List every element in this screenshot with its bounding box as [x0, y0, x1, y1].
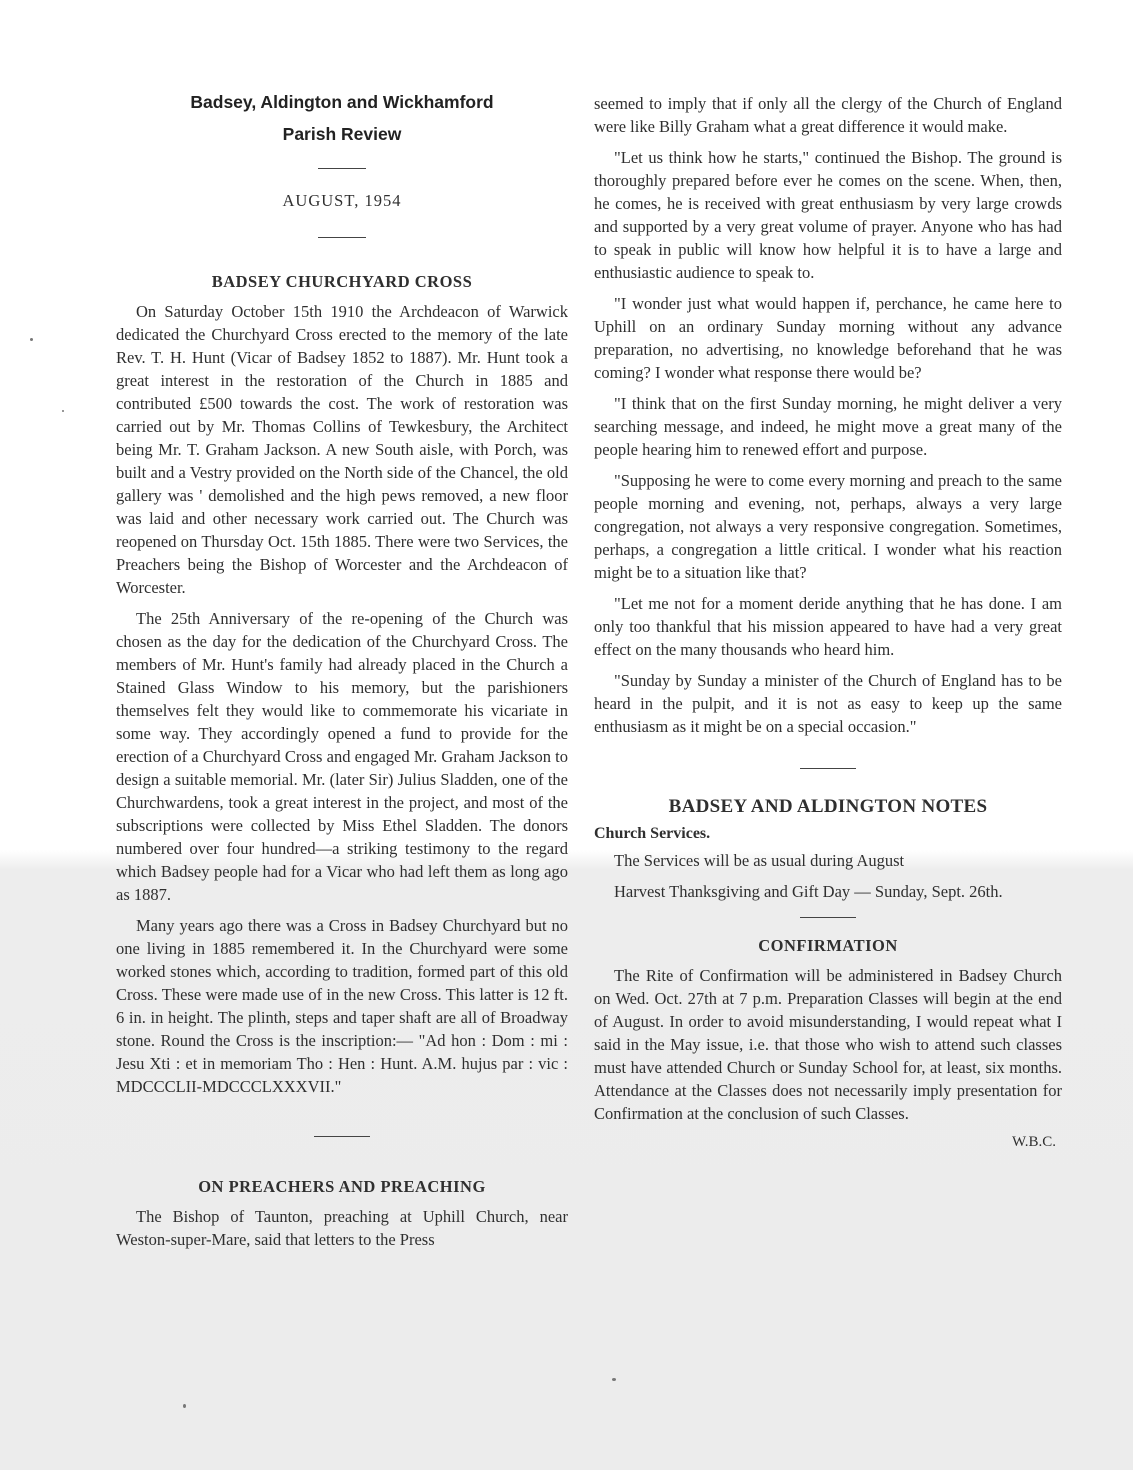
issue-date: AUGUST, 1954	[282, 191, 402, 210]
scan-speck	[183, 1404, 186, 1408]
right-column	[594, 92, 1062, 1154]
left-column	[116, 88, 568, 1259]
subheading-church-services: Church Services.	[594, 825, 711, 842]
paragraph: The 25th Anniversary of the re-opening of the Church was chosen as the day for the dedication of the Churchyard Cross. The members of Mr. Hunt's family had already placed in the Church a Stained Glass Window to his memory, but the parishioners themselves felt they would like to commemorate his vicariate in some way. They accordingly opened a fund to provide for the erection of a Churchyard Cross and engaged Mr. Graham Jackson to design a suitable memorial. Mr. (later Sir) Julius Sladden, one of the Churchwardens, took a great interest in the project, and most of the subscriptions were collected by Miss Ethel Sladden. The donors numbered over four hundred—a striking testimony to the regard which Badsey people had for a Vicar who had left them as long ago as 1887.	[116, 609, 568, 904]
paragraph: "Let us think how he starts," continued the Bishop. The ground is thoroughly prepared before ever he comes on the scene. When, then, he comes, he is received with great enthusiasm by very large crowds and supported by a very great volume of prayer. Anyone who has had to speak in public will know how helpful it is to have a large and enthusiastic audience to speak to.	[594, 148, 1062, 282]
section-heading-notes: BADSEY AND ALDINGTON NOTES	[668, 796, 988, 817]
signature: W.B.C.	[1011, 1134, 1056, 1150]
paragraph: "I wonder just what would happen if, perchance, he came here to Uphill on an ordinary Sunday morning without any advance preparation, no advertising, no knowledge beforehand that he was coming? I wonder what response there would be?	[594, 294, 1062, 382]
scan-speck	[612, 1378, 616, 1381]
paragraph: The Services will be as usual during August	[614, 851, 905, 870]
paragraph: "Supposing he were to come every morning and preach to the same people morning and evening, not, perhaps, always a very large congregation, not always a very responsive congregation. Sometimes, perhaps, a congregation a little critical. I wonder what his reaction might be to a situation like that?	[594, 471, 1062, 582]
section-divider	[314, 1136, 370, 1137]
section-heading-confirmation: CONFIRMATION	[758, 936, 898, 955]
title-divider	[318, 168, 366, 169]
publication-subtitle: Parish Review	[282, 124, 402, 144]
paragraph: "Let me not for a moment deride anything that he has done. I am only too thankful that his mission appeared to have had a very great effect on the many thousands who heard him.	[594, 594, 1062, 659]
scan-speck	[62, 410, 64, 412]
paragraph: "Sunday by Sunday a minister of the Church of England has to be heard in the pulpit, and it is not as easy to keep up the same enthusiasm as it might be on a special occasion."	[594, 671, 1062, 736]
paragraph: Many years ago there was a Cross in Badsey Churchyard but no one living in 1885 remembered it. In the Churchyard were some worked stones which, according to tradition, formed part of this old Cross. These were made use of in the new Cross. This latter is 12 ft. 6 in. in height. The plinth, steps and taper shaft are all of Broadway stone. Round the Cross is the inscription:— "Ad hon : Dom : mi : Jesu Xti : et in memoriam Tho : Hen : Hunt. A.M. hujus par : vic : MDCCCLII-MDCCCLXXXVII."	[116, 916, 568, 1096]
section-divider	[800, 917, 856, 918]
scan-speck	[30, 338, 33, 341]
paragraph: Harvest Thanksgiving and Gift Day — Sunday, Sept. 26th.	[614, 882, 1003, 901]
paragraph: "I think that on the first Sunday morning, he might deliver a very searching message, and indeed, he might move a great many of the people hearing him to renewed effort and purpose.	[594, 394, 1062, 459]
publication-title: Badsey, Aldington and Wickhamford	[190, 92, 494, 112]
section-heading-preachers: ON PREACHERS AND PREACHING	[198, 1177, 486, 1196]
paragraph: seemed to imply that if only all the clergy of the Church of England were like Billy Graham what a great difference it would make.	[594, 94, 1062, 136]
date-divider	[318, 237, 366, 238]
paragraph: The Bishop of Taunton, preaching at Uphill Church, near Weston-super-Mare, said that letters to the Press	[116, 1207, 568, 1249]
section-divider	[800, 768, 856, 769]
paragraph: The Rite of Confirmation will be administered in Badsey Church on Wed. Oct. 27th at 7 p.m. Preparation Classes will begin at the end of August. In order to avoid misunderstanding, I would repeat what I said in the May issue, i.e. that those who wish to attend such classes must have attended Church or Sunday School for, at least, six months. Attendance at the Classes does not necessarily imply presentation for Confirmation at the conclusion of such Classes.	[594, 966, 1062, 1123]
paragraph: On Saturday October 15th 1910 the Archdeacon of Warwick dedicated the Churchyard Cross erected to the memory of the late Rev. T. H. Hunt (Vicar of Badsey 1852 to 1887). Mr. Hunt took a great interest in the restoration of the Church in 1885 and contributed £500 towards the cost. The work of restoration was carried out by Mr. Thomas Collins of Tewkesbury, the Architect being Mr. T. Graham Jackson. A new South aisle, with Porch, was built and a Vestry provided on the North side of the Chancel, the old gallery was ' demolished and the high pews removed, a new floor was laid and other necessary work carried out. The Church was reopened on Thursday Oct. 15th 1885. There were two Services, the Preachers being the Bishop of Worcester and the Archdeacon of Worcester.	[116, 302, 568, 597]
section-heading-churchyard-cross: BADSEY CHURCHYARD CROSS	[211, 272, 473, 291]
